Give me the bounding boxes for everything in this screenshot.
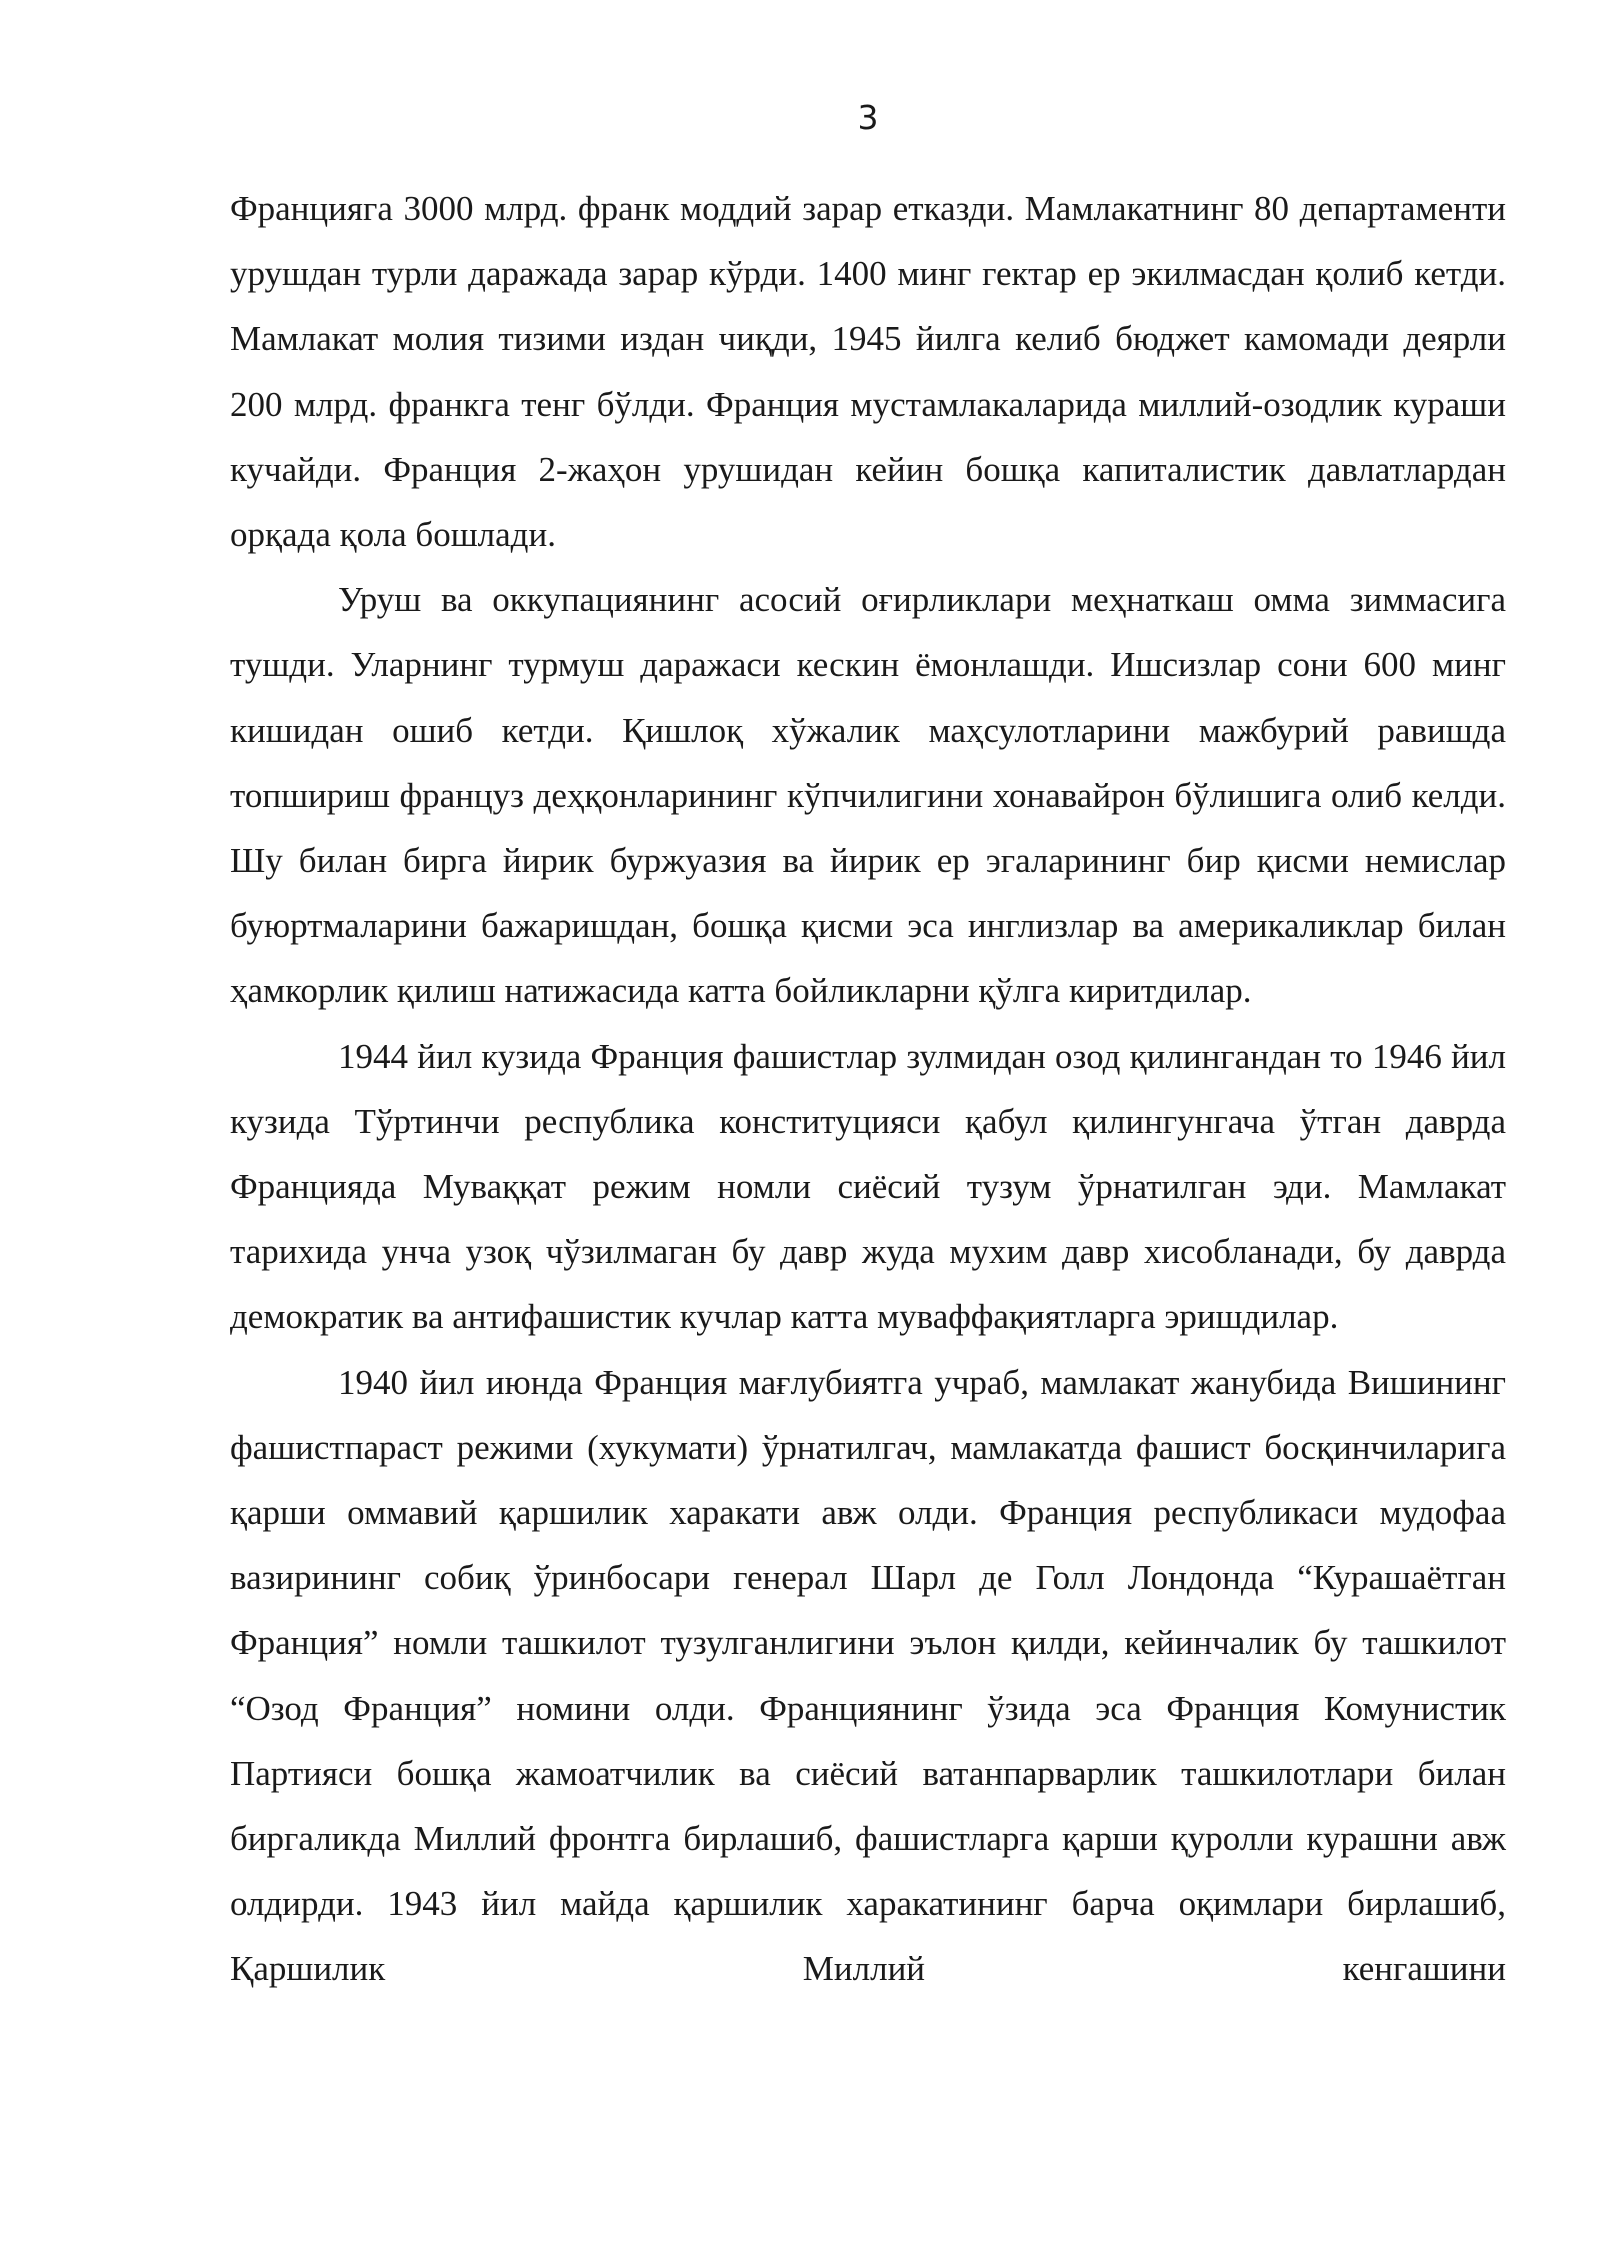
- paragraph-2: Уруш ва оккупациянинг асосий оғирликлари меҳнаткаш омма зиммасига тушди. Уларнинг турмуш даражаси кескин ёмонлашди. Ишсизлар сони 600 минг кишидан ошиб кетди. Қишлоқ хўжалик маҳсулотларини мажбурий равишда топшириш француз деҳқонларининг кўпчилигини хонавайрон бўлишига олиб келди. Шу билан бирга йирик буржуазия ва йирик ер эгаларининг бир қисми немислар буюртмаларини бажаришдан, бошқа қисми эса инглизлар ва америкаликлар билан ҳамкорлик қилиш натижасида катта бойликларни қўлга киритдилар.: [230, 580, 1506, 1011]
- page-number: 3: [857, 98, 879, 137]
- document-body: [230, 176, 1506, 2002]
- paragraph-1: Францияга 3000 млрд. франк моддий зарар етказди. Мамлакатнинг 80 департаменти урушдан турли даражада зарар кўрди. 1400 минг гектар ер экилмасдан қолиб кетди. Мамлакат молия тизими издан чиқди, 1945 йилга келиб бюджет камомади деярли 200 млрд. франкга тенг бўлди. Франция мустамлакаларида миллий-озодлик кураши кучайди. Франция 2-жаҳон урушидан кейин бошқа капиталистик давлатлардан орқада қола бошлади.: [230, 189, 1506, 555]
- paragraph-4: 1940 йил июнда Франция мағлубиятга учраб, мамлакат жанубида Вишининг фашистпараст режими (хукумати) ўрнатилгач, мамлакатда фашист босқинчиларига қарши оммавий қаршилик харакати авж олди. Франция республикаси мудофаа вазирининг собиқ ўринбосари генерал Шарл де Голл Лондонда “Курашаётган Франция” номли ташкилот тузулганлигини эълон қилди, кейинчалик бу ташкилот “Озод Франция” номини олди. Франциянинг ўзида эса Франция Комунистик Партияси бошқа жамоатчилик ва сиёсий ватанпарварлик ташкилотлари билан биргаликда Миллий фронтга бирлашиб, фашистларга қарши қуролли курашни авж олдирди. 1943 йил майда қаршилик харакатининг барча оқимлари бирлашиб, Қаршилик Миллий кенгашини: [230, 1362, 1506, 1989]
- paragraph-3: 1944 йил кузида Франция фашистлар зулмидан озод қилингандан то 1946 йил кузида Тўртинчи республика конституцияси қабул қилингунгача ўтган даврда Францияда Муваққат режим номли сиёсий тузум ўрнатилган эди. Мамлакат тарихида унча узоқ чўзилмаган бу давр жуда мухим давр хисобланади, бу даврда демократик ва антифашистик кучлар катта муваффақиятларга эришдилар.: [230, 1036, 1506, 1337]
